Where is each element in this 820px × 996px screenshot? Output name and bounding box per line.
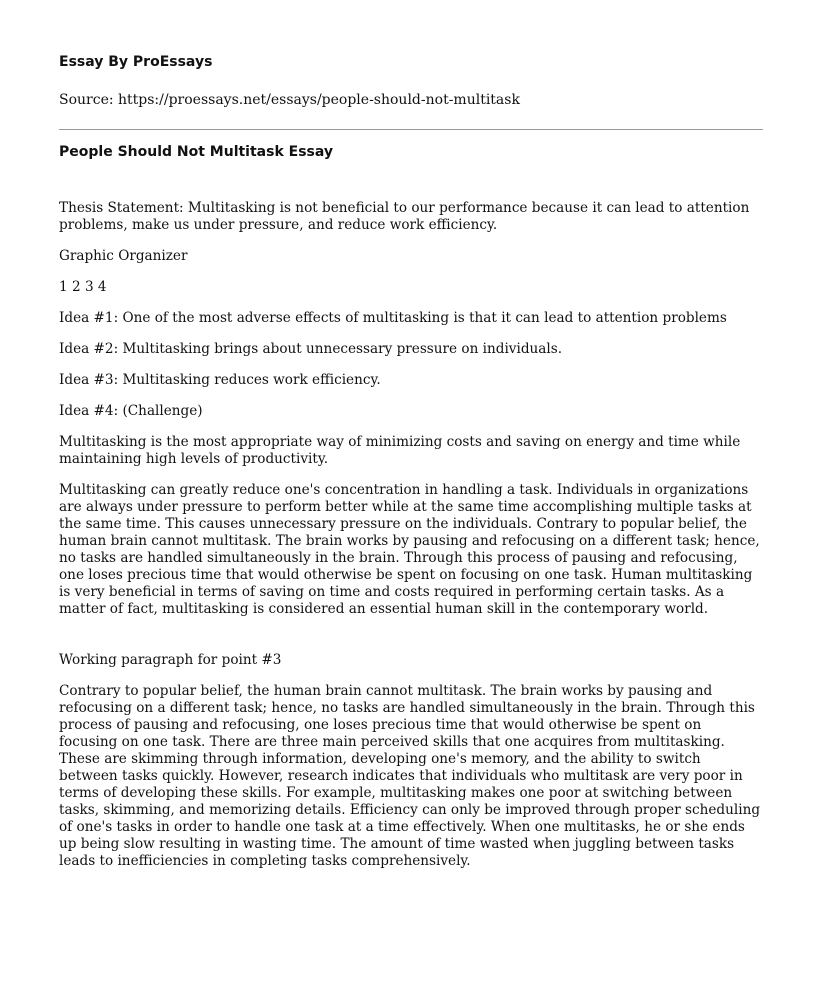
- graphic-organizer-label: Graphic Organizer: [59, 248, 188, 264]
- idea-4: Idea #4: (Challenge): [59, 403, 203, 419]
- working-paragraph: Contrary to popular belief, the human brain cannot multitask. The brain works by pausing and refocusing on a different task; hence, no tasks are handled simultaneously in the brain. Through this process of pausing and refocusing, one loses precious time that would otherwise be spent on focusing on one task. There are three main perceived skills that one acquires from multitasking. These are skimming through information, developing one's memory, and the ability to switch between tasks quickly. However, research indicates that individuals who multitask are very poor in terms of developing these skills. For example, multitasking makes one poor at switching between tasks, skimming, and memorizing details. Efficiency can only be improved through proper scheduling of one's tasks in order to handle one task at a time effectively. When one multitasks, he or she ends up being slow resulting in wasting time. The amount of time wasted when juggling between tasks leads to inefficiencies in completing tasks comprehensively.: [59, 683, 761, 869]
- document-header: [59, 52, 763, 110]
- source-line: Source: https://proessays.net/essays/people-should-not-multitask: [59, 92, 520, 108]
- essay-body: [59, 142, 763, 884]
- essay-title: People Should Not Multitask Essay: [59, 144, 334, 160]
- header-divider: [59, 129, 763, 130]
- idea-2: Idea #2: Multitasking brings about unnecessary pressure on individuals.: [59, 341, 563, 357]
- idea-1: Idea #1: One of the most adverse effects of multitasking is that it can lead to attention problems: [59, 310, 727, 326]
- thesis-statement: Thesis Statement: Multitasking is not beneficial to our performance because it can lead to attention problems, make us under pressure, and reduce work efficiency.: [59, 200, 750, 233]
- organizer-numbers: 1 2 3 4: [59, 279, 107, 295]
- idea-3: Idea #3: Multitasking reduces work efficiency.: [59, 372, 381, 388]
- working-paragraph-heading: Working paragraph for point #3: [59, 652, 282, 668]
- challenge-statement: Multitasking is the most appropriate way of minimizing costs and saving on energy and time while maintaining high levels of productivity.: [59, 434, 741, 467]
- essay-brand: Essay By ProEssays: [59, 54, 213, 70]
- body-paragraph: Multitasking can greatly reduce one's concentration in handling a task. Individuals in organizations are always under pressure to perform better while at the same time accomplishing multiple tasks at the same time. This causes unnecessary pressure on the individuals. Contrary to popular belief, the human brain cannot multitask. The brain works by pausing and refocusing on a different task; hence, no tasks are handled simultaneously in the brain. Through this process of pausing and refocusing, one loses precious time that would otherwise be spent on focusing on one task. Human multitasking is very beneficial in terms of saving on time and costs required in performing certain tasks. As a matter of fact, multitasking is considered an essential human skill in the contemporary world.: [59, 482, 760, 617]
